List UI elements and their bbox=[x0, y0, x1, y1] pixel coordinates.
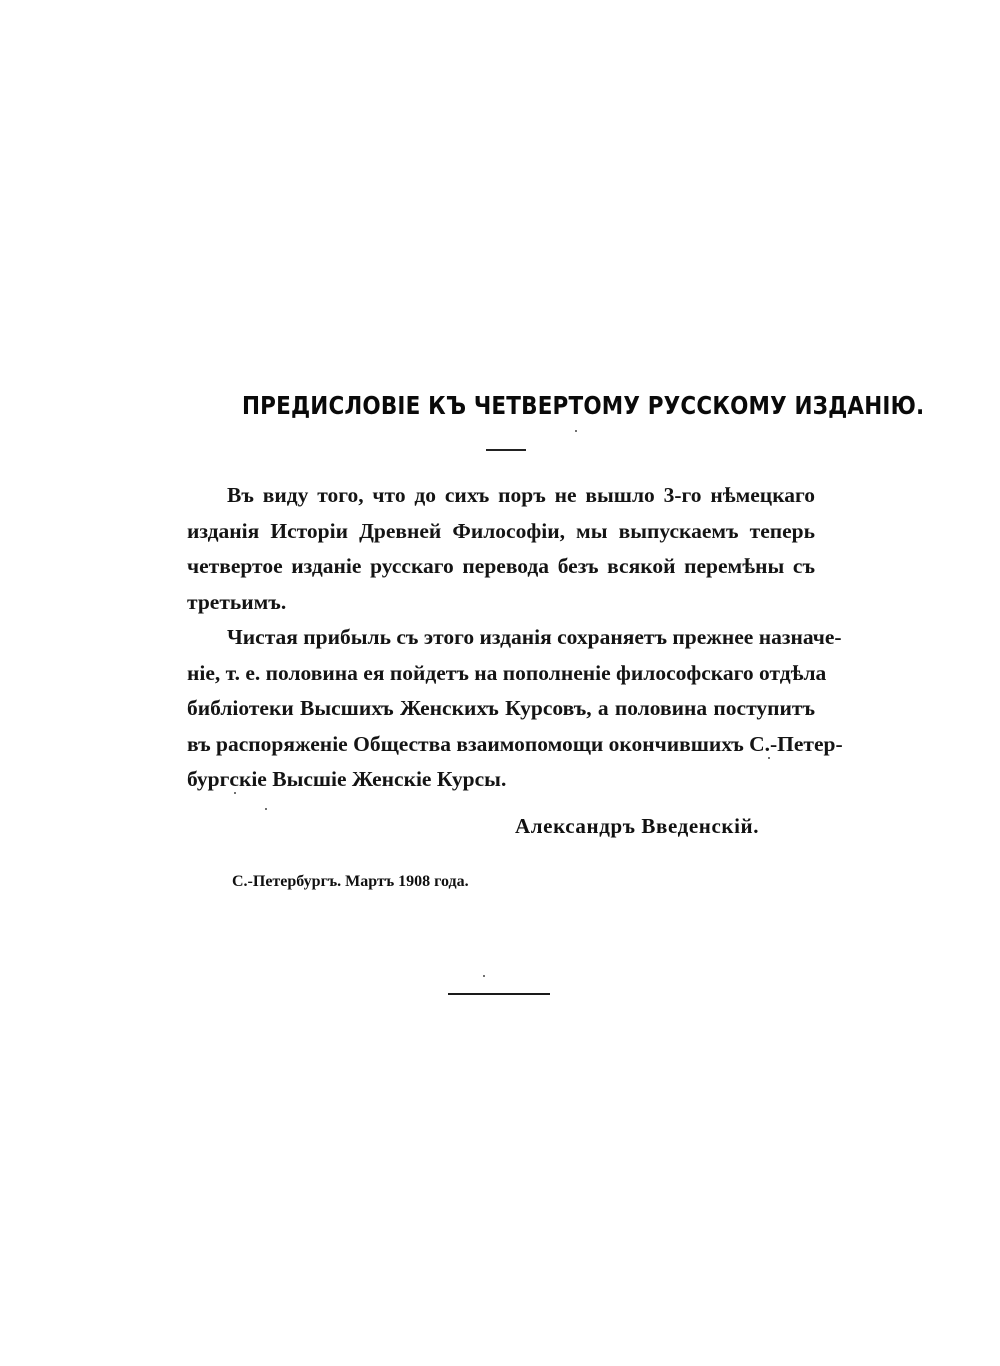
text-line: третьимъ. bbox=[187, 589, 287, 614]
scan-speck bbox=[768, 757, 770, 759]
text-line: четвертое изданіе русскаго перевода безъ всякой перемѣны съ bbox=[187, 554, 815, 578]
scan-speck bbox=[575, 430, 577, 432]
preface-body bbox=[187, 478, 843, 798]
text-line: Чистая прибыль съ этого изданія сохраняетъ прежнее назначе- bbox=[227, 625, 842, 649]
text-line: ніе, т. е. половина ея пойдетъ на пополненіе философскаго отдѣла bbox=[187, 660, 827, 685]
closing-divider bbox=[448, 993, 550, 995]
scan-speck bbox=[483, 975, 485, 977]
text-line: въ распоряженіе Общества взаимопомощи окончившихъ С.-Петер- bbox=[187, 731, 843, 756]
paragraph-1 bbox=[187, 478, 815, 620]
text-line: библіотеки Высшихъ Женскихъ Курсовъ, а половина поступитъ bbox=[187, 696, 815, 720]
text-line: изданія Исторіи Древней Философіи, мы выпускаемъ теперь bbox=[187, 518, 815, 543]
page-title: ПРЕДИСЛОВІЕ КЪ ЧЕТВЕРТОМУ РУССКОМУ ИЗДАНІЮ. bbox=[242, 391, 925, 420]
title-divider bbox=[481, 449, 526, 451]
scan-speck bbox=[265, 808, 267, 810]
text-line: бургскіе Высшіе Женскіе Курсы. bbox=[187, 767, 507, 791]
author-signature: Александръ Введенскій. bbox=[515, 814, 760, 838]
scan-speck bbox=[234, 792, 236, 794]
paragraph-2 bbox=[187, 620, 843, 798]
text-line: Въ виду того, что до сихъ поръ не вышло 3-го нѣмецкаго bbox=[227, 483, 815, 507]
place-date-line: С.-Петербургъ. Мартъ 1908 года. bbox=[232, 873, 469, 890]
